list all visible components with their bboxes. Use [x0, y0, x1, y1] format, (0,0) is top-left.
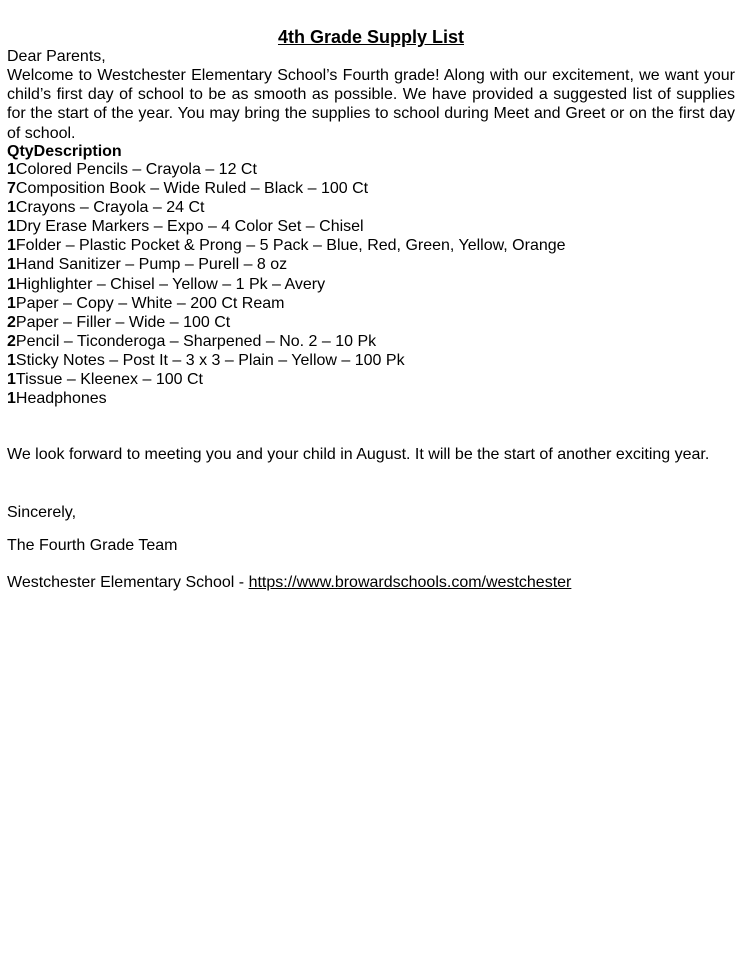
item-description: Folder – Plastic Pocket & Prong – 5 Pack – Blue, Red, Green, Yellow, Orange [15, 237, 566, 255]
list-item [7, 275, 566, 294]
list-item [7, 217, 566, 236]
item-description: Composition Book – Wide Ruled – Black – 100 Ct [15, 180, 369, 198]
item-qty: 1 [7, 161, 16, 178]
school-name: Westchester Elementary School - [7, 574, 249, 591]
item-description: Colored Pencils – Crayola – 12 Ct [15, 161, 257, 178]
item-description: Dry Erase Markers – Expo – 4 Color Set – Chisel [15, 218, 364, 236]
list-item [7, 179, 566, 198]
list-item [7, 198, 566, 217]
list-item [7, 160, 566, 179]
school-website-link[interactable]: https://www.browardschools.com/westchester [248, 574, 572, 591]
sign-off: Sincerely, [7, 504, 77, 521]
item-qty: 1 [7, 390, 16, 408]
intro-paragraph: Welcome to Westchester Elementary School’s Fourth grade! Along with our excitement, we want your child’s first day of school to be as smooth as possible. We have provided a suggested list of supplies for the start of the year. You may bring the supplies to school during Meet and Greet or on the first day of school. [7, 67, 735, 142]
item-qty: 1 [7, 218, 16, 236]
item-description: Paper – Filler – Wide – 100 Ct [15, 313, 231, 331]
closing-paragraph: We look forward to meeting you and your child in August. It will be the start of another exciting year. [7, 446, 710, 463]
item-qty: 7 [7, 180, 16, 198]
list-item [7, 236, 566, 255]
item-qty: 1 [7, 199, 16, 217]
item-description: Sticky Notes – Post It – 3 x 3 – Plain – Yellow – 100 Pk [15, 351, 405, 369]
description-header: Description [33, 143, 122, 160]
list-item [7, 255, 566, 274]
signature: The Fourth Grade Team [7, 537, 178, 554]
footer [7, 573, 571, 592]
list-item [7, 294, 566, 313]
item-description: Highlighter – Chisel – Yellow – 1 Pk – Avery [15, 275, 326, 293]
item-description: Pencil – Ticonderoga – Sharpened – No. 2 – 10 Pk [15, 332, 377, 350]
item-description: Tissue – Kleenex – 100 Ct [15, 371, 203, 389]
page-title: 4th Grade Supply List [277, 27, 465, 47]
qty-header: Qty [7, 143, 34, 160]
list-item [7, 313, 566, 332]
item-qty: 1 [7, 256, 16, 274]
item-description: Hand Sanitizer – Pump – Purell – 8 oz [15, 256, 288, 274]
item-qty: 2 [7, 332, 16, 350]
item-qty: 2 [7, 313, 16, 331]
item-description: Paper – Copy – White – 200 Ct Ream [15, 294, 285, 312]
item-qty: 1 [7, 237, 16, 255]
item-qty: 1 [7, 371, 16, 389]
list-item [7, 332, 566, 351]
list-item [7, 351, 566, 370]
list-item [7, 389, 566, 408]
item-qty: 1 [7, 294, 16, 312]
supply-list [7, 160, 566, 408]
item-description: Crayons – Crayola – 24 Ct [15, 199, 205, 217]
item-qty: 1 [7, 351, 16, 369]
greeting: Dear Parents, [7, 48, 106, 65]
list-header [7, 142, 122, 161]
list-item [7, 370, 566, 389]
item-qty: 1 [7, 275, 16, 293]
item-description: Headphones [15, 390, 107, 408]
